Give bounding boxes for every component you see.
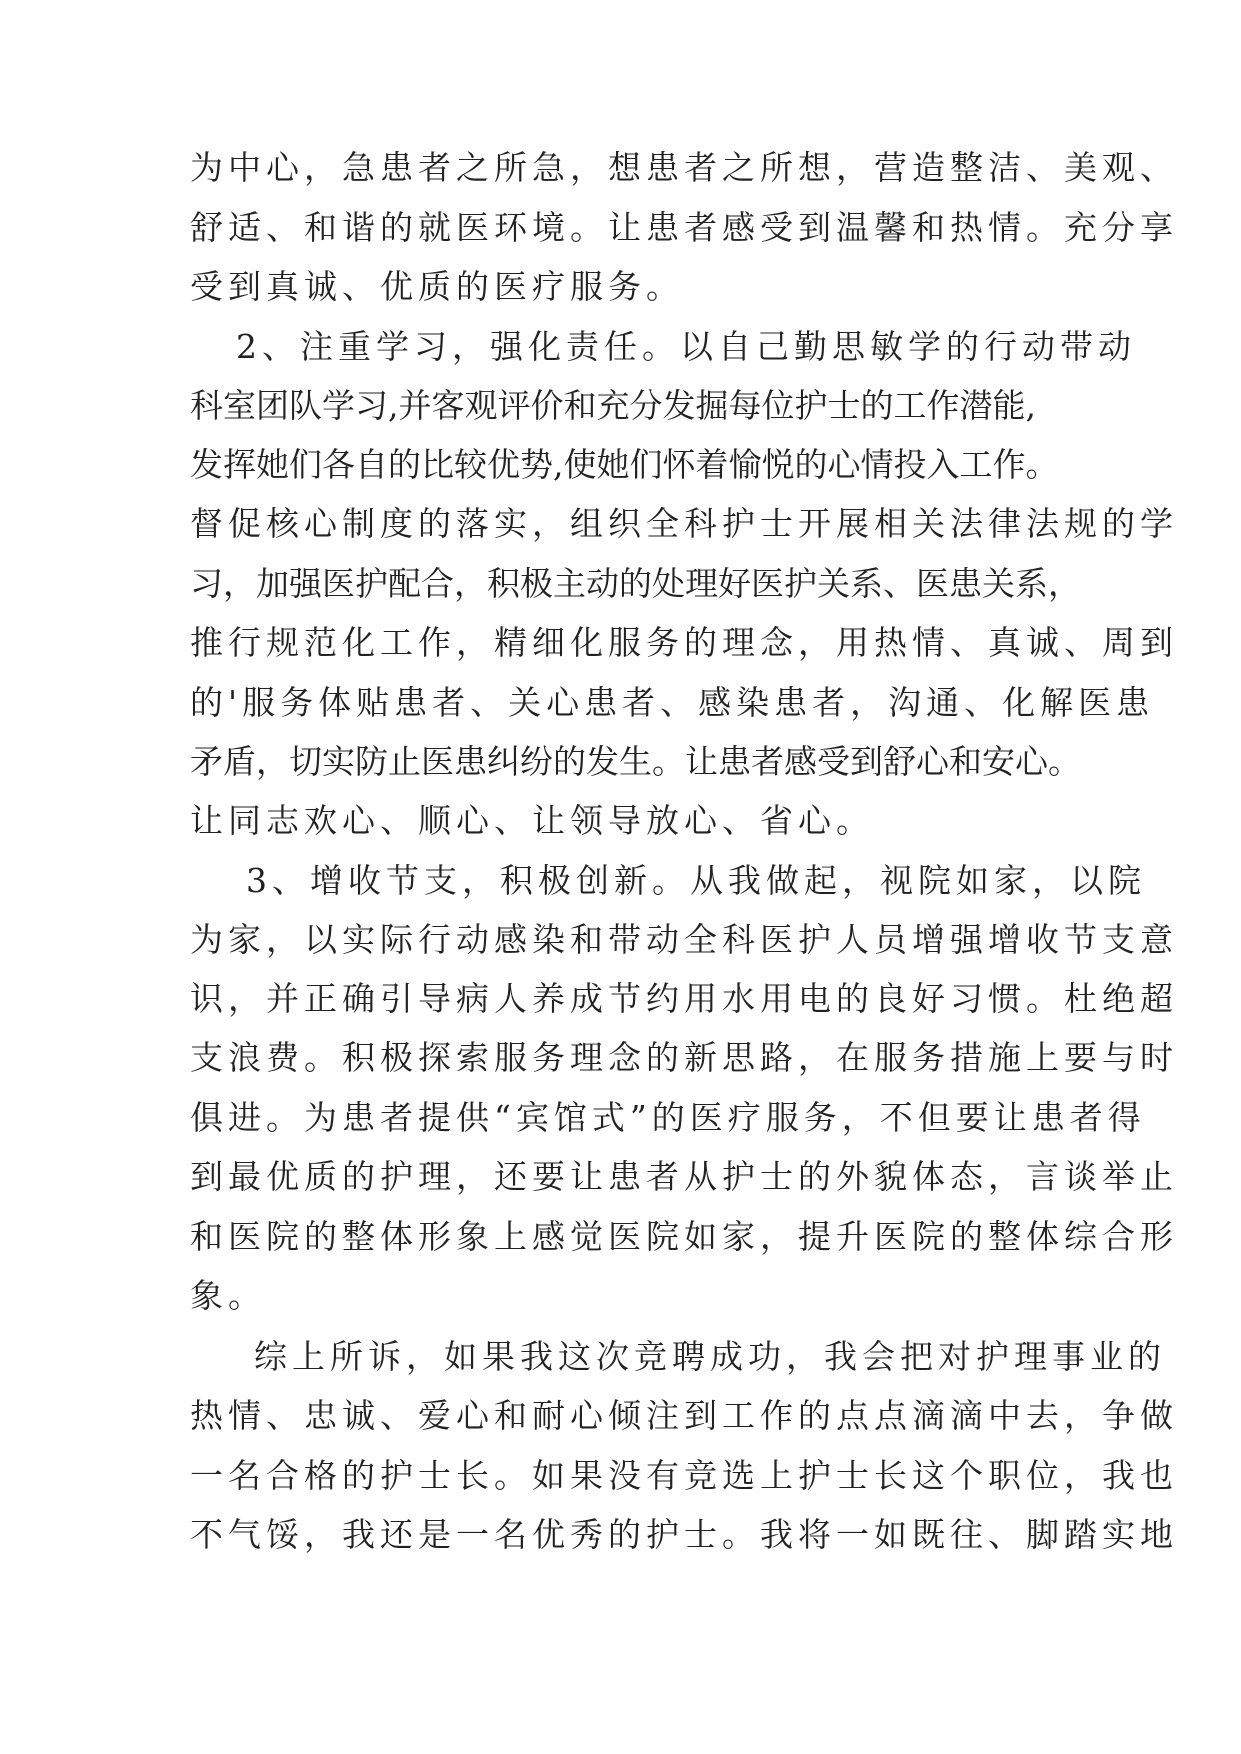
text-line: 舒适、和谐的就医环境。让患者感受到温馨和热情。充分享 [190,208,1178,247]
text-line: 支浪费。积极探索服务理念的新思路，在服务措施上要与时 [190,1038,1178,1077]
text-line: 推行规范化工作，精细化服务的理念，用热情、真诚、周到 [190,623,1178,662]
text-line: 热情、忠诚、爱心和耐心倾注到工作的点点滴滴中去，争做 [190,1396,1178,1435]
text-line: 3、增收节支，积极创新。从我做起，视院如家，以院 [246,861,1146,900]
text-line: 到最优质的护理，还要让患者从护士的外貌体态，言谈举止 [190,1157,1178,1196]
text-line: 识，并正确引导病人养成节约用水用电的良好习惯。杜绝超 [190,979,1178,1018]
text-line: 象。 [190,1276,266,1315]
text-line: 的'服务体贴患者、关心患者、感染患者，沟通、化解医患 [190,683,1155,722]
text-line: 受到真诚、优质的医疗服务。 [190,267,684,306]
text-line: 为家，以实际行动感染和带动全科医护人员增强增收节支意 [190,920,1178,959]
text-line: 科室团队学习,并客观评价和充分发掘每位护士的工作潜能, [190,386,1036,425]
text-line: 不气馁，我还是一名优秀的护士。我将一如既往、脚踏实地 [190,1515,1178,1554]
text-line: 习，加强医护配合，积极主动的处理好医护关系、医患关系， [190,564,1081,603]
text-line: 矛盾，切实防止医患纠纷的发生。让患者感受到舒心和安心。 [190,742,1081,781]
text-line: 综上所诉，如果我这次竞聘成功，我会把对护理事业的 [254,1337,1166,1376]
text-line: 一名合格的护士长。如果没有竞选上护士长这个职位，我也 [190,1456,1178,1495]
text-line: 和医院的整体形象上感觉医院如家，提升医院的整体综合形 [190,1217,1178,1256]
text-line: 为中心，急患者之所急，想患者之所想，营造整洁、美观、 [190,148,1178,187]
text-line: 2、注重学习，强化责任。以自己勤思敏学的行动带动 [236,327,1136,366]
text-line: 俱进。为患者提供“宾馆式”的医疗服务，不但要让患者得 [190,1098,1146,1137]
text-line: 督促核心制度的落实，组织全科护士开展相关法律法规的学 [190,504,1178,543]
text-line: 让同志欢心、顺心、让领导放心、省心。 [190,801,874,840]
text-line: 发挥她们各自的比较优势,使她们怀着愉悦的心情投入工作。 [190,445,1059,484]
